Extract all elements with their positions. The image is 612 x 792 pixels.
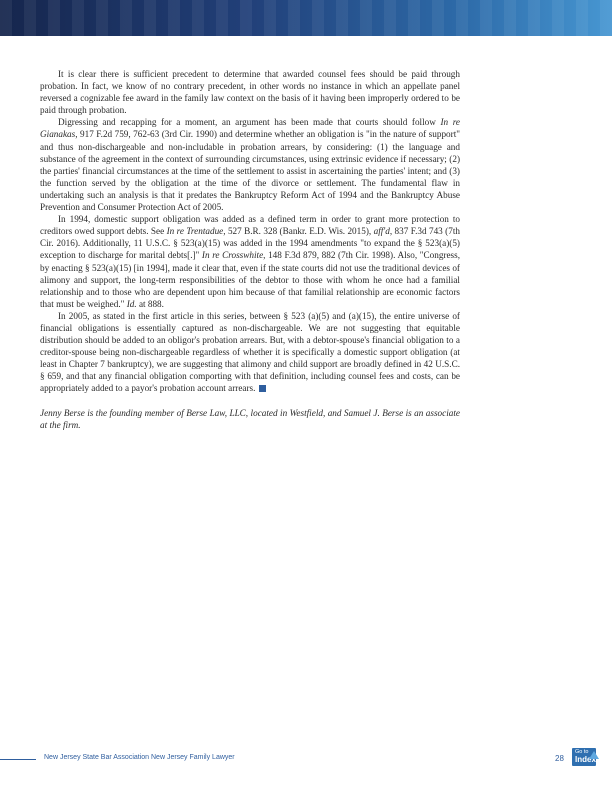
goto-label-line2: Index bbox=[575, 755, 596, 764]
paragraph-1: It is clear there is sufficient precedent to determine that awarded counsel fees should be paid through probation. In fact, we know of no contrary precedent, in other words no instance in which an appellate panel reversed a cognizable fee award in the family law context on the basis of it having been improperly ordered to be paid through probation. bbox=[40, 69, 460, 116]
citation-signal: aff'd bbox=[373, 226, 390, 237]
paragraph-2: Digressing and recapping for a moment, an argument has been made that courts should follow In re Gianakas, 917 F.2d 759, 762-63 (3rd Cir. 1990) and determine whether an obligation is "in the nature of support" and thus non-dischargeable and non-includable in probation arrears, by considering: (1) the language and substance of the agreement in the context of surrounding circumstances, using extrinsic evidence if necessary; (2) the parties' financial circumstances at the time of the settlement to assist in ascertaining the parties' intent; and (3) the function served by the obligation at the time of the divorce or settlement. The fundamental flaw in undertaking such an analysis is that it predates the Bankruptcy Reform Act of 1994 and the Bankruptcy Abuse Prevention and Consumer Protection Act of 2005. bbox=[40, 117, 461, 213]
case-citation: In re Crosswhite bbox=[201, 250, 264, 261]
case-citation: In re Gianakas bbox=[40, 117, 461, 140]
goto-label-line1: Go to bbox=[575, 749, 589, 755]
banner-pattern bbox=[0, 0, 612, 36]
header-banner bbox=[0, 0, 612, 36]
go-to-index-button[interactable] bbox=[572, 748, 596, 766]
case-citation: In re Trentadue bbox=[166, 226, 224, 237]
square-end-mark-icon bbox=[259, 385, 266, 392]
citation-signal: Id. bbox=[126, 298, 137, 309]
article-body bbox=[40, 68, 460, 431]
author-bio: Jenny Berse is the founding member of Berse Law, LLC, located in Westfield, and Samuel J. Berse is an associate at the firm. bbox=[40, 407, 460, 430]
footer-publication: New Jersey State Bar Association New Jersey Family Lawyer bbox=[44, 754, 235, 761]
page-number: 28 bbox=[555, 754, 564, 763]
footer-rule bbox=[0, 759, 36, 760]
paragraph-3: In 1994, domestic support obligation was added as a defined term in order to grant more protection to creditors owed support debts. See In re Trentadue, 527 B.R. 328 (Bankr. E.D. Wis. 2015), aff'd, 837 F.3d 743 (7th Cir. 2016). Additionally, 11 U.S.C. § 523(a)(15) was added in the 1994 amendments "to expand the § 523(a)(5) exception to discharge for marital debts[.]" In re Crosswhite, 148 F.3d 879, 882 (7th Cir. 1998). Also, "Congress, by enacting § 523(a)(15) [in 1994], made it clear that, even if the state courts did not use the traditional devices of alimony and support, the long-term responsibilities of the debtor to those with whom he once had a familial relationship and to those who are dependent upon him because of that familial relationship are economic factors that must be weighed." Id. at 888. bbox=[40, 214, 460, 309]
up-arrow-icon bbox=[589, 751, 599, 759]
paragraph-4: In 2005, as stated in the first article in this series, between § 523 (a)(5) and (a)(15), the entire universe of financial obligations is essentially captured as non-dischargeable. We are not suggesting that equitable distribution should be added to an obligor's probation arrears. But, with a debtor-spouse's financial obligation to a creditor-spouse being non-dischargeable regardless of whether it is specifically a domestic support obligation (at least in Chapter 7 bankruptcy), we are suggesting that alimony and child support are broadly defined in 42 U.S.C. § 659, and that any financial obligation comporting with that definition, including counsel fees and costs, can be appropriately added to a payor's probation account arrears. bbox=[40, 310, 460, 394]
